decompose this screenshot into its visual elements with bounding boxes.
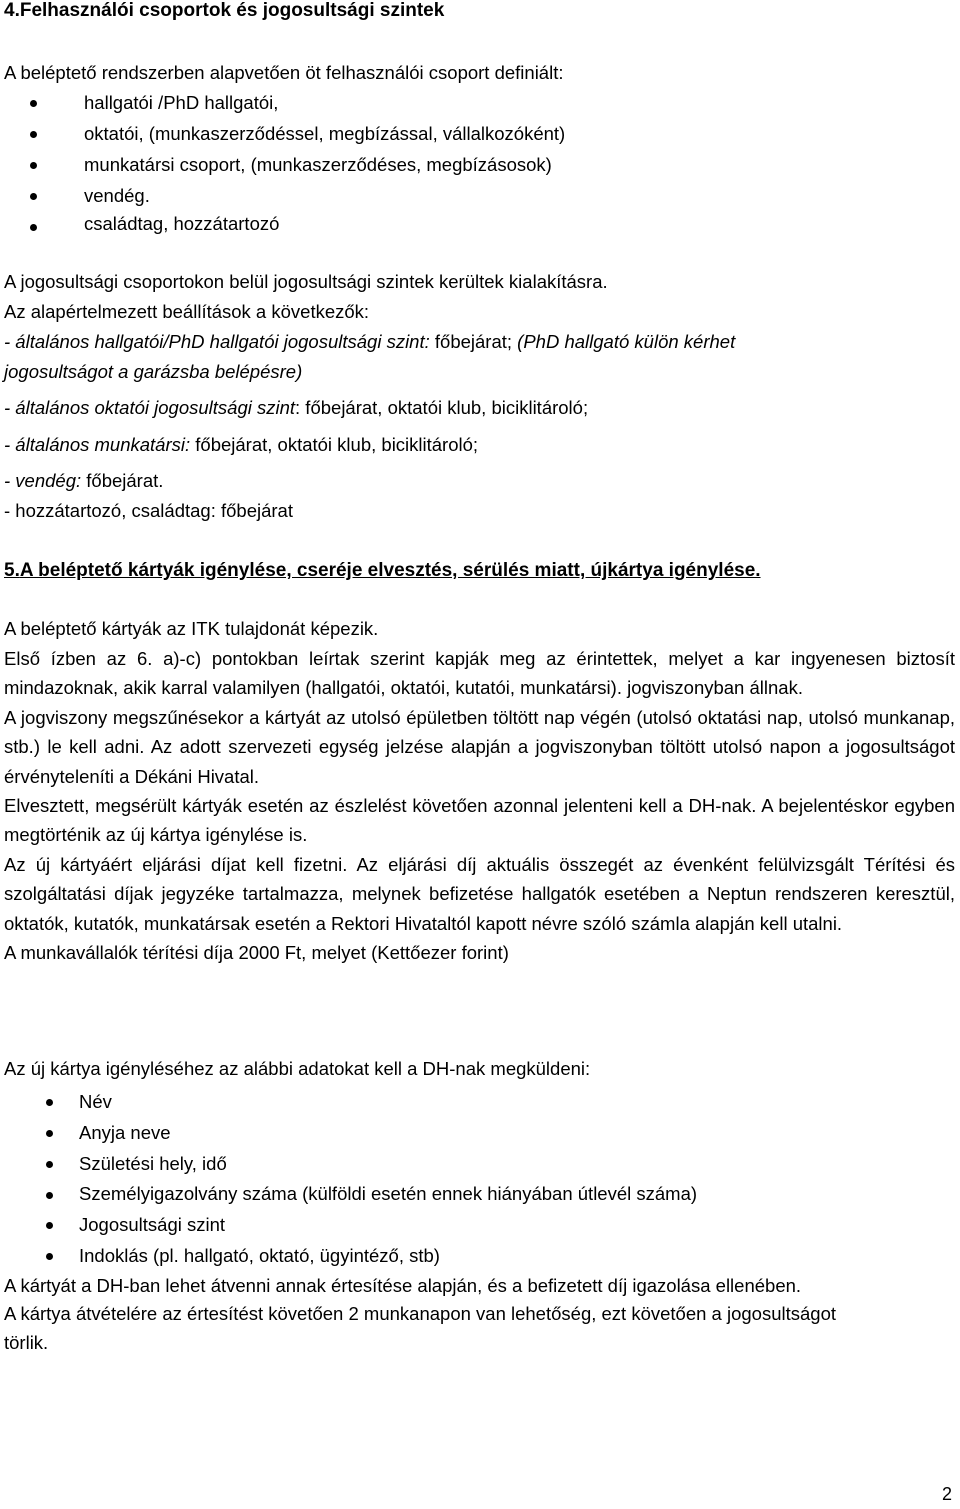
section-4-intro: A beléptető rendszerben alapvetően öt felhasználói csoport definiált:: [4, 62, 564, 83]
section-5-p8: A kártya átvételére az értesítést követően 2 munkanapon van lehetőség, ezt követően a jogosultságot törlik.: [4, 1303, 837, 1354]
requirement-item: Születési hely, idő: [79, 1153, 227, 1174]
bullet-icon: [46, 1099, 53, 1106]
requirement-item: Név: [79, 1091, 112, 1112]
bullet-icon: [46, 1161, 53, 1168]
bullet-icon: [30, 162, 37, 169]
group-item: családtag, hozzátartozó: [84, 213, 280, 234]
bullet-icon: [46, 1130, 53, 1137]
section-5-body: [4, 644, 955, 967]
section-5-p1: A beléptető kártyák az ITK tulajdonát képezik.: [4, 618, 379, 639]
requirement-item: Személyigazolvány száma (külföldi esetén ennek hiányában útlevél száma): [79, 1183, 698, 1204]
section-5-heading: 5.A beléptető kártyák igénylése, cseréje elvesztés, sérülés miatt, újkártya igénylése.: [4, 560, 761, 581]
group-item: hallgatói /PhD hallgatói,: [84, 92, 279, 113]
section-5-p4: Elvesztett, megsérült kártyák esetén az észlelést követően azonnal jelenteni kell a DH-nak. A bejelentéskor egyben megtörténik az új kártya igénylése is.: [4, 795, 955, 846]
default-family: - hozzátartozó, családtag: főbejárat: [4, 500, 293, 521]
requirement-item: Anyja neve: [79, 1122, 171, 1143]
page-number: 2: [941, 1484, 952, 1504]
section-5-p2: Első ízben az 6. a)-c) pontokban leírtak szerint kapják meg az érintettek, melyet a kar ingyenesen biztosít mindazoknak, akik karral valamilyen (hallgatói, oktatói, kutatói, munkatársi). jogviszonyban állnak.: [4, 648, 955, 699]
defaults-intro: Az alapértelmezett beállítások a következők:: [4, 301, 370, 322]
default-student-note: jogosultságot a garázsba belépésre): [4, 361, 303, 382]
section-5-p6: A munkavállalók térítési díja 2000 Ft, melyet (Kettőezer forint): [4, 942, 509, 964]
section-4-heading: 4.Felhasználói csoportok és jogosultsági szintek: [4, 0, 445, 21]
requirement-item: Indoklás (pl. hallgató, oktató, ügyintéző, stb): [79, 1245, 440, 1266]
group-item: munkatársi csoport, (munkaszerződéses, megbízásosok): [84, 154, 552, 175]
section-5-p5: Az új kártyáért eljárási díjat kell fizetni. Az eljárási díj aktuális összegét az évenként felülvizsgált Térítési és szolgáltatási díjak jegyzéke tartalmazza, melynek befizetése hallgatók esetében a Neptun rendszeren keresztül, oktatók, kutatók, munkatársak esetén a Rektori Hivataltól kapott névre szóló számla alapján kell utalni.: [4, 853, 955, 934]
bullet-icon: [46, 1192, 53, 1199]
default-student: - általános hallgatói/PhD hallgatói jogosultsági szint: főbejárat; (PhD hallgató külön kérhet: [4, 331, 736, 352]
default-teacher: - általános oktatói jogosultsági szint: főbejárat, oktatói klub, biciklitároló;: [4, 397, 589, 418]
bullet-icon: [30, 224, 37, 231]
group-item: oktatói, (munkaszerződéssel, megbízással, vállalkozóként): [84, 123, 566, 144]
bullet-icon: [30, 193, 37, 200]
requirements-intro: Az új kártya igényléséhez az alábbi adatokat kell a DH-nak megküldeni:: [4, 1058, 591, 1079]
default-guest: - vendég: főbejárat.: [4, 470, 164, 491]
requirement-item: Jogosultsági szint: [79, 1214, 226, 1235]
section-4-title: Felhasználói csoportok és jogosultsági szintek: [19, 0, 445, 21]
bullet-icon: [46, 1222, 53, 1229]
bullet-icon: [30, 100, 37, 107]
section-5-p3: A jogviszony megszűnésekor a kártyát az utolsó épületben töltött nap végén (utolsó oktatási nap, utolsó munkanap, stb.) le kell adni. Az adott szervezeti egység jelzése alapján a jogviszonyban töltött utolsó napon a jogosultságot érvényteleníti a Dékáni Hivatal.: [4, 706, 955, 787]
bullet-icon: [30, 131, 37, 138]
section-5-p7: A kártyát a DH-ban lehet átvenni annak értesítése alapján, és a befizetett díj igazolása ellenében.: [4, 1275, 802, 1296]
levels-intro: A jogosultsági csoportokon belül jogosultsági szintek kerültek kialakításra.: [4, 271, 608, 292]
bullet-icon: [46, 1253, 53, 1260]
section-5-title: A beléptető kártyák igénylése, cseréje elvesztés, sérülés miatt, újkártya igénylése.: [19, 560, 761, 581]
group-item: vendég.: [84, 185, 150, 206]
default-staff: - általános munkatársi: főbejárat, oktatói klub, biciklitároló;: [4, 434, 479, 455]
